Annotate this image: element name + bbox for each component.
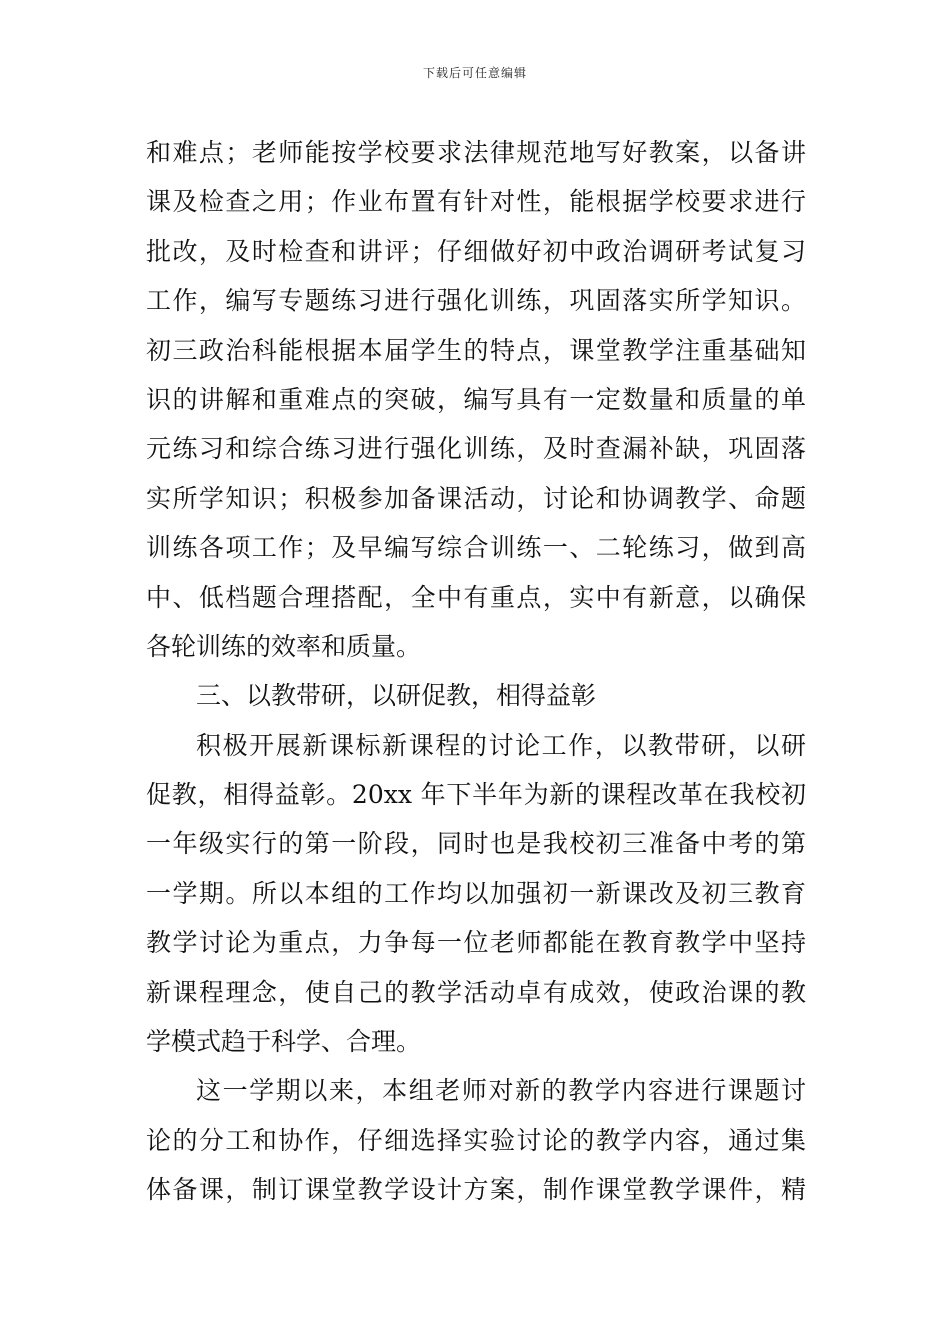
text-line: 促教，相得益彰。20xx 年下半年为新的课程改革在我校初 xyxy=(146,780,806,810)
text-line: 训练各项工作；及早编写综合训练一、二轮练习，做到高 xyxy=(146,533,806,563)
text-line: 初三政治科能根据本届学生的特点，课堂教学注重基础知 xyxy=(146,335,806,365)
text-line: 教学讨论为重点，力争每一位老师都能在教育教学中坚持 xyxy=(146,928,806,958)
text-line: 积极开展新课标新课程的讨论工作，以教带研，以研 xyxy=(196,730,806,760)
document-body xyxy=(146,128,806,1215)
text-line: 一学期。所以本组的工作均以加强初一新课改及初三教育 xyxy=(146,878,806,908)
text-line: 课及检查之用；作业布置有针对性，能根据学校要求进行 xyxy=(146,187,806,217)
text-line: 体备课，制订课堂教学设计方案，制作课堂教学课件，精 xyxy=(146,1175,806,1205)
page-header: 下载后可任意编辑 xyxy=(422,66,527,80)
text-line: 三、以教带研，以研促教，相得益彰 xyxy=(196,681,597,711)
text-line: 这一学期以来，本组老师对新的教学内容进行课题讨 xyxy=(196,1076,806,1106)
text-line: 批改，及时检查和讲评；仔细做好初中政治调研考试复习 xyxy=(146,236,806,266)
text-line: 各轮训练的效率和质量。 xyxy=(146,631,422,661)
text-line: 学模式趋于科学、合理。 xyxy=(146,1027,422,1057)
text-line: 和难点；老师能按学校要求法律规范地写好教案，以备讲 xyxy=(146,138,806,167)
text-line: 实所学知识；积极参加备课活动，讨论和协调教学、命题 xyxy=(146,483,806,513)
text-line: 新课程理念，使自己的教学活动卓有成效，使政治课的教 xyxy=(146,977,806,1007)
text-line: 工作，编写专题练习进行强化训练，巩固落实所学知识。 xyxy=(146,286,806,316)
text-line: 一年级实行的第一阶段，同时也是我校初三准备中考的第 xyxy=(146,829,806,859)
text-line: 论的分工和协作，仔细选择实验讨论的教学内容，通过集 xyxy=(146,1125,806,1155)
text-line: 中、低档题合理搭配，全中有重点，实中有新意，以确保 xyxy=(146,582,806,612)
text-line: 元练习和综合练习进行强化训练，及时查漏补缺，巩固落 xyxy=(146,434,806,464)
text-line: 识的讲解和重难点的突破，编写具有一定数量和质量的单 xyxy=(146,384,806,414)
